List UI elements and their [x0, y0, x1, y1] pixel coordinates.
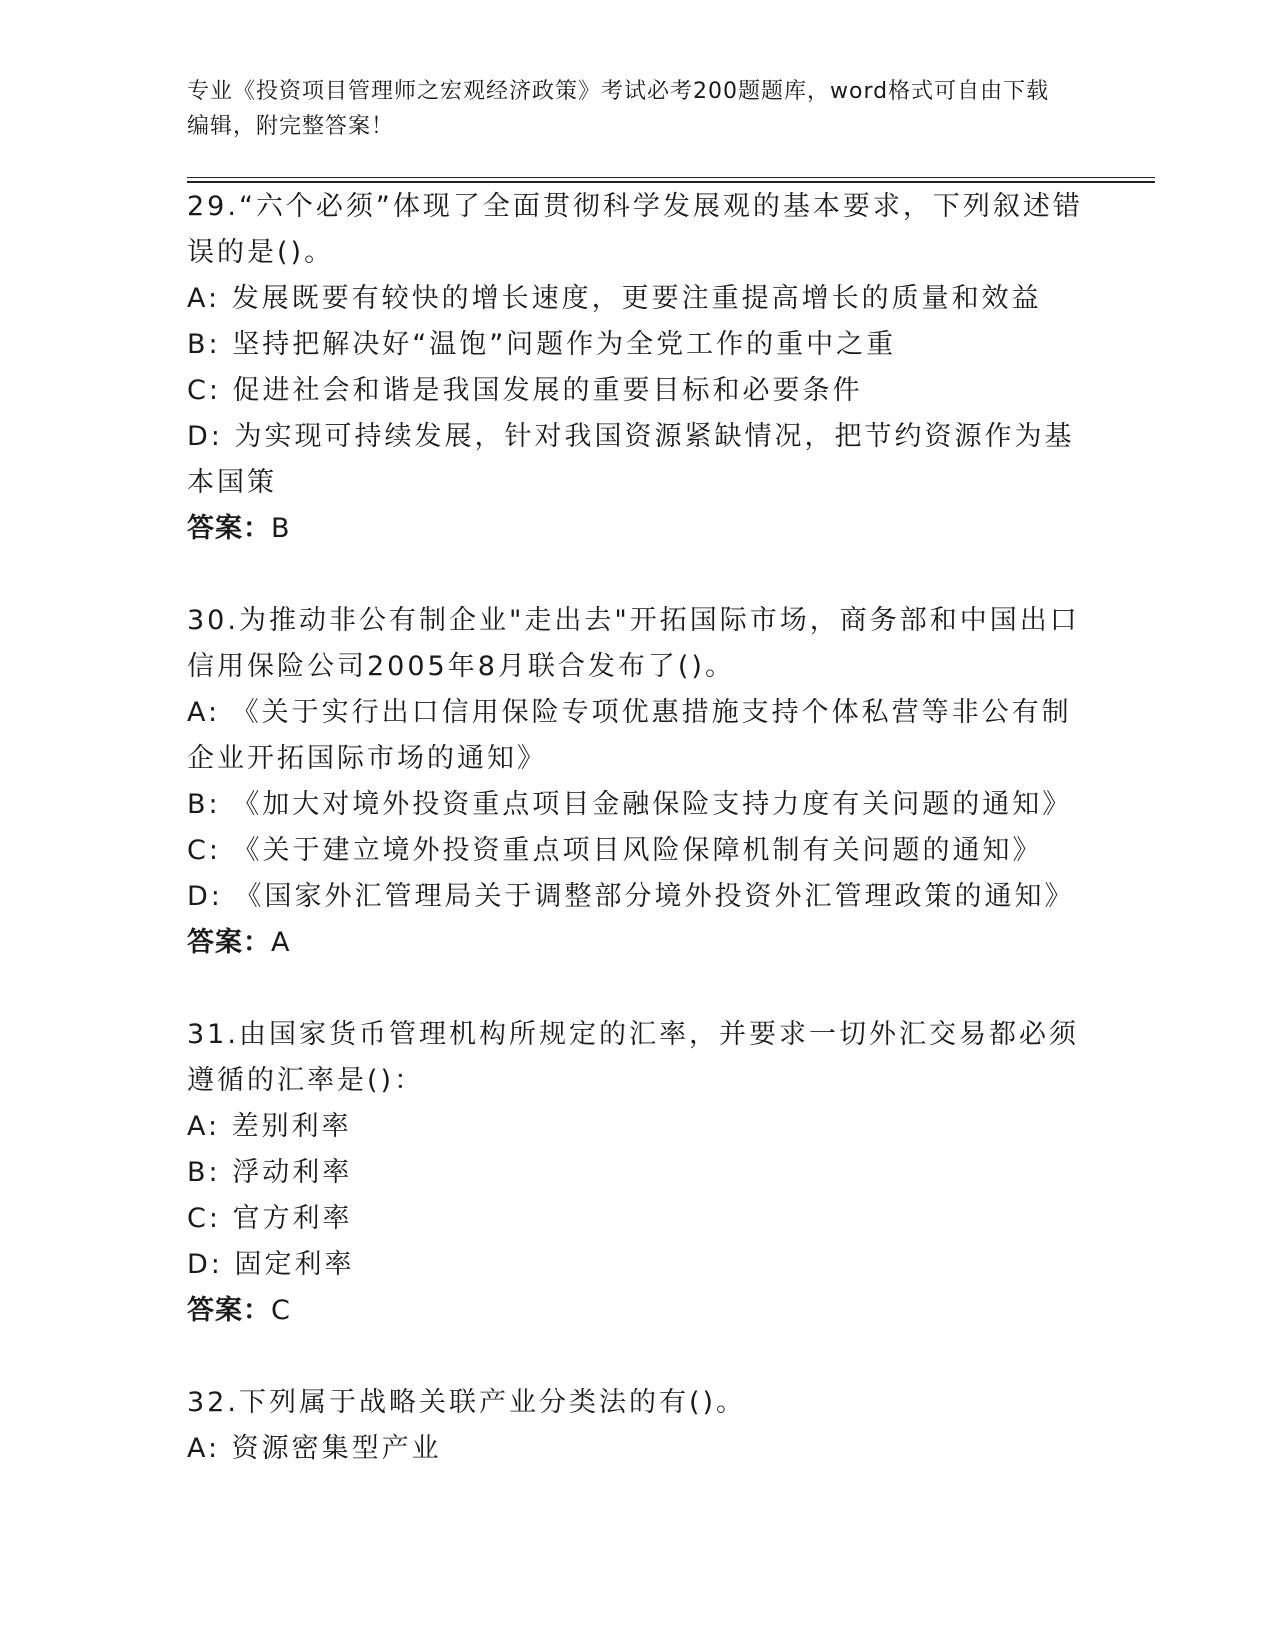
question-stem: 30.为推动非公有制企业"走出去"开拓国际市场，商务部和中国出口信用保险公司2005年8月联合发布了()。: [187, 605, 1080, 682]
option-b: B: 浮动利率: [187, 1157, 353, 1188]
question-stem: 29.“六个必须”体现了全面贯彻科学发展观的基本要求，下列叙述错误的是()。: [187, 191, 1083, 268]
answer-line: [187, 506, 1087, 552]
answer-label: 答案：: [187, 513, 271, 544]
option-b: B: 坚持把解决好“温饱”问题作为全党工作的重中之重: [187, 329, 897, 360]
answer-value: C: [271, 1295, 291, 1326]
question-29: [187, 184, 1087, 552]
header-divider-thick: [187, 181, 1155, 183]
answer-line: [187, 1288, 1087, 1334]
option-a: A: 差别利率: [187, 1111, 352, 1142]
answer-line: [187, 920, 1087, 966]
question-stem: 32.下列属于战略关联产业分类法的有()。: [187, 1387, 747, 1418]
document-header: 专业《投资项目管理师之宏观经济政策》考试必考200题题库，word格式可自由下载编辑，附完整答案！: [187, 79, 1050, 139]
header-divider-thin: [187, 177, 1155, 178]
question-32: [187, 1380, 1087, 1472]
option-a: A: 资源密集型产业: [187, 1433, 442, 1464]
answer-label: 答案：: [187, 927, 271, 958]
question-31: [187, 1012, 1087, 1334]
option-b: B: 《加大对境外投资重点项目金融保险支持力度有关问题的通知》: [187, 789, 1073, 820]
question-list: [187, 184, 1087, 1472]
answer-value: A: [271, 927, 291, 958]
question-30: [187, 598, 1087, 966]
option-c: C: 促进社会和谐是我国发展的重要目标和必要条件: [187, 375, 863, 406]
option-d: D: 《国家外汇管理局关于调整部分境外投资外汇管理政策的通知》: [187, 881, 1075, 912]
question-stem: 31.由国家货币管理机构所规定的汇率，并要求一切外汇交易都必须遵循的汇率是()：: [187, 1019, 1079, 1096]
option-c: C: 《关于建立境外投资重点项目风险保障机制有关问题的通知》: [187, 835, 1043, 866]
option-a: A: 发展既要有较快的增长速度，更要注重提高增长的质量和效益: [187, 283, 1042, 314]
option-a: A: 《关于实行出口信用保险专项优惠措施支持个体私营等非公有制企业开拓国际市场的通知》: [187, 697, 1072, 774]
answer-label: 答案：: [187, 1295, 271, 1326]
option-c: C: 官方利率: [187, 1203, 353, 1234]
option-d: D: 固定利率: [187, 1249, 355, 1280]
answer-value: B: [271, 513, 291, 544]
option-d: D: 为实现可持续发展，针对我国资源紧缺情况，把节约资源作为基本国策: [187, 421, 1075, 498]
